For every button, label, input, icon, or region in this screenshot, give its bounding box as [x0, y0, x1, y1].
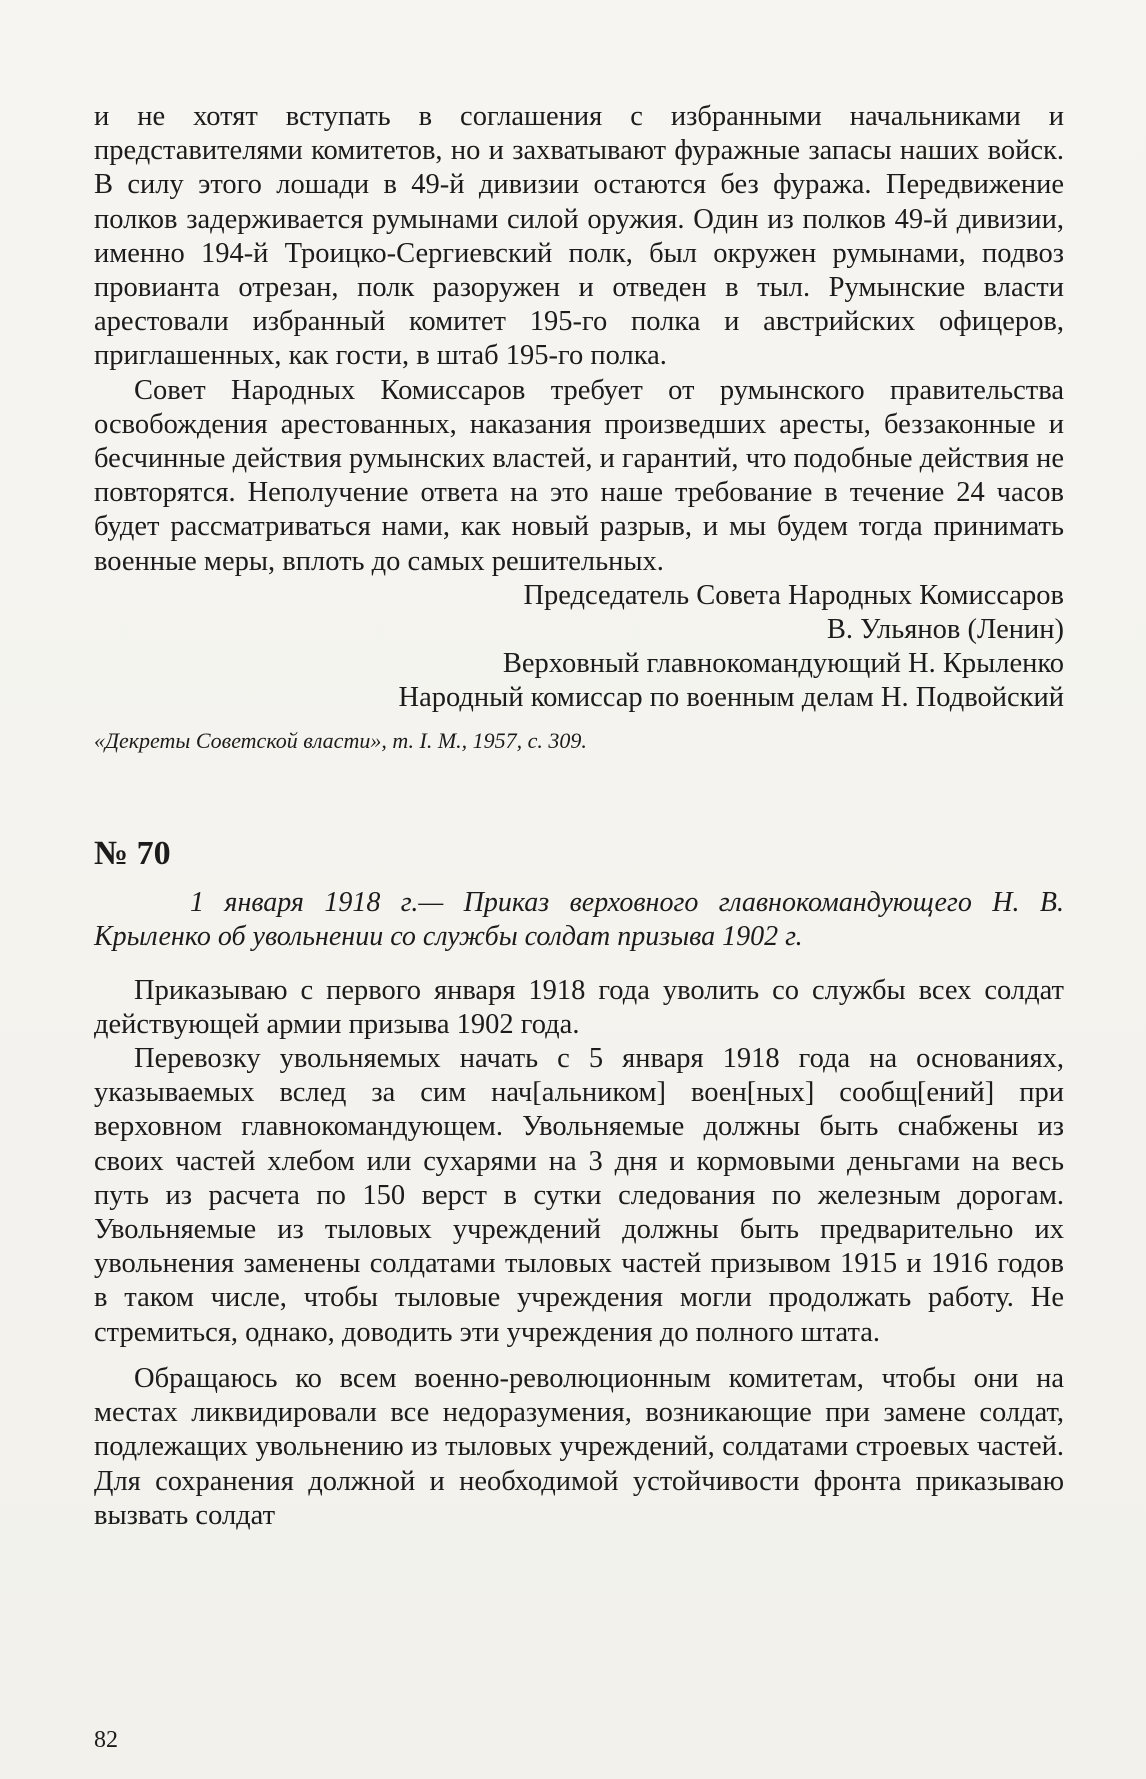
document-number: № 70 [94, 834, 171, 872]
signature-line-chairman-title: Председатель Совета Народных Комиссаров [523, 579, 1064, 611]
paragraph-gap [94, 1350, 1064, 1362]
paragraph-order-transport: Перевозку увольняемых начать с 5 января 1918 года на основаниях, указываемых вслед за сим нач[альником] воен[ных] сообщ[ений] при верховном главнокомандующем. Увольняемые должны быть снабжены из своих частей хлебом или сухарями на 3 дня и кормовыми деньгами на весь путь из расчета по 150 верст в сутки следования по железным дорогам. Увольняемые из тыловых учреждений должны быть предварительно их увольнения заменены солдатами тыловых частей призывом 1915 и 1916 годов в таком числе, чтобы тыловые учреждения могли продолжать работу. Не стремиться, однако, доводить эти учреждения до полного штата. [94, 1043, 1064, 1348]
page-content [94, 100, 1064, 1533]
signature-line-lenin: В. Ульянов (Ленин) [826, 614, 1064, 646]
source-citation: «Декреты Советской власти», т. I. М., 1957, с. 309. [94, 727, 587, 753]
signature-line-podvoisky: Народный комиссар по военным делам Н. Подвойский [398, 682, 1064, 714]
document-title: 1 января 1918 г.— Приказ верховного главнокомандующего Н. В. Крыленко об увольнении со службы солдат призыва 1902 г. [94, 886, 1064, 952]
paragraph-order-committees: Обращаюсь ко всем военно-революционным комитетам, чтобы они на местах ликвидировали все недоразумения, возникающие при замене солдат, подлежащих увольнению из тыловых учреждений, солдатами строевых частей. Для сохранения должной и необходимой устойчивости фронта приказываю вызвать солдат [94, 1362, 1064, 1531]
page-number: 82 [94, 1727, 118, 1753]
paragraph-sovnarkom-demand: Совет Народных Комиссаров требует от румынского правительства освобождения арестованных, наказания произведших аресты, беззаконные и бесчинные действия румынских властей, и гарантий, что подобные действия не повторятся. Неполучение ответа на это наше требование в течение 24 часов будет рассматриваться нами, как новый разрыв, и мы будем тогда принимать военные меры, вплоть до самых решительных. [94, 374, 1064, 577]
signature-line-krylenko: Верховный главнокомандующий Н. Крыленко [502, 648, 1064, 680]
paragraph-order-dismissal: Приказываю с первого января 1918 года уволить со службы всех солдат действующей армии призыва 1902 года. [94, 974, 1064, 1040]
paragraph-continuation: и не хотят вступать в соглашения с избранными начальниками и представителями комитетов, но и захватывают фуражные запасы наших войск. В силу этого лошади в 49-й дивизии остаются без фуража. Передвижение полков задерживается румынами силой оружия. Один из полков 49-й дивизии, именно 194-й Троицко-Сергиевский полк, был окружен румынами, подвоз провианта отрезан, полк разоружен и отведен в тыл. Румынские власти арестовали избранный комитет 195-го полка и австрийских офицеров, приглашенных, как гости, в штаб 195-го полка. [94, 101, 1064, 372]
